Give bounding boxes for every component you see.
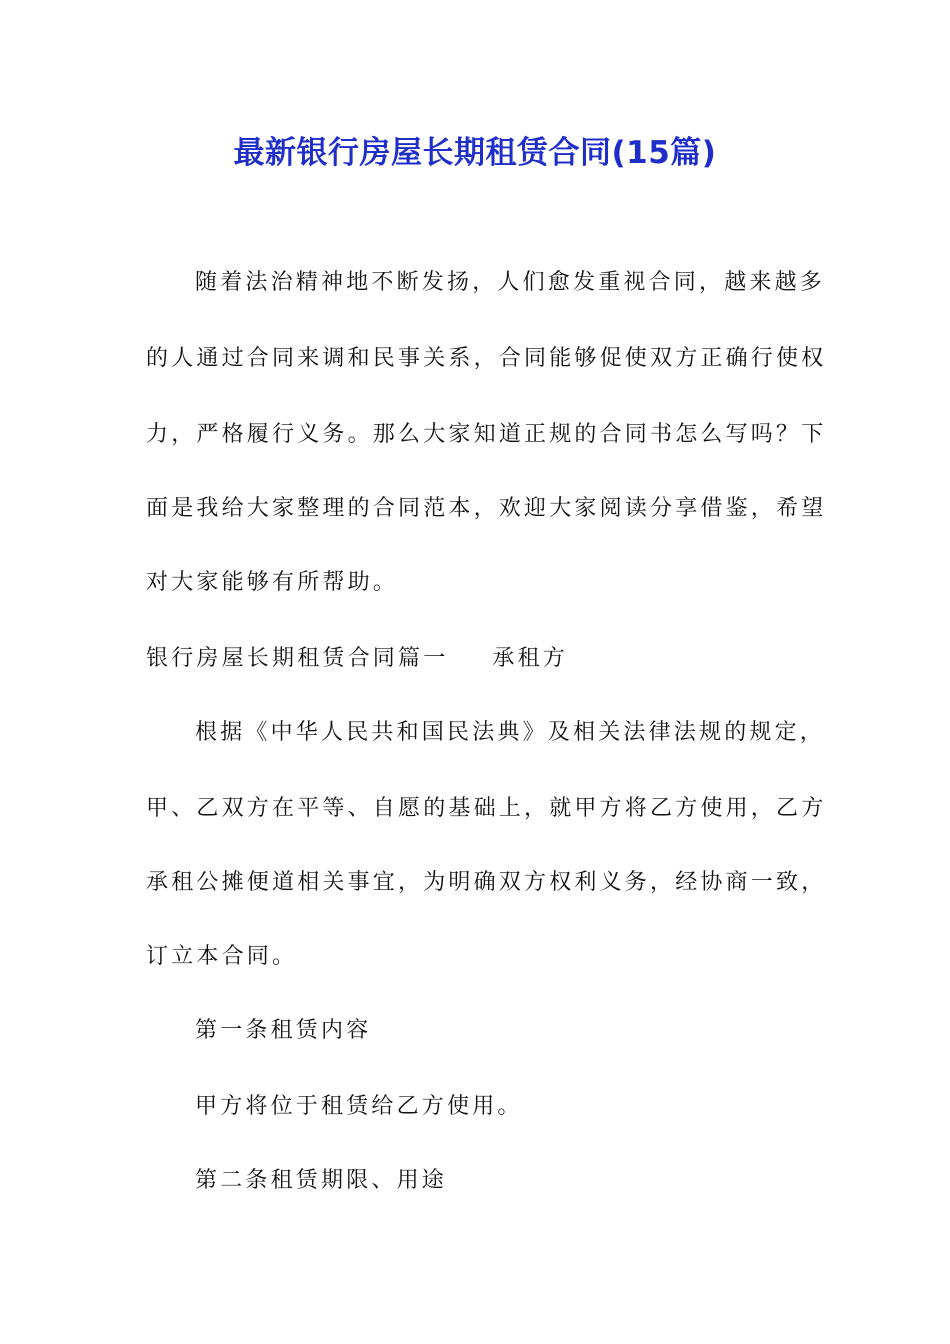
clause-line: 甲方将位于租赁给乙方使用。 bbox=[195, 1094, 523, 1119]
preamble-line: 承租公摊便道相关事宜，为明确双方权利义务，经协商一致， bbox=[146, 870, 827, 895]
section-heading-party: 承租方 bbox=[492, 646, 569, 671]
preamble-line: 订立本合同。 bbox=[146, 944, 298, 969]
clause-line: 第一条租赁内容 bbox=[195, 1018, 372, 1043]
intro-line: 随着法治精神地不断发扬，人们愈发重视合同，越来越多 bbox=[195, 270, 826, 295]
preamble-line: 甲、乙双方在平等、自愿的基础上，就甲方将乙方使用，乙方 bbox=[146, 796, 827, 821]
intro-line: 力，严格履行义务。那么大家知道正规的合同书怎么写吗？下 bbox=[146, 422, 827, 447]
section-heading bbox=[146, 644, 568, 674]
intro-line: 面是我给大家整理的合同范本，欢迎大家阅读分享借鉴，希望 bbox=[146, 496, 827, 521]
clause-line: 第二条租赁期限、用途 bbox=[195, 1168, 448, 1193]
preamble-line: 根据《中华人民共和国民法典》及相关法律法规的规定， bbox=[195, 720, 826, 745]
document-title: 最新银行房屋长期租赁合同(15篇) bbox=[233, 135, 717, 171]
intro-line: 的人通过合同来调和民事关系，合同能够促使双方正确行使权 bbox=[146, 346, 827, 371]
intro-line: 对大家能够有所帮助。 bbox=[146, 570, 399, 595]
section-heading-title: 银行房屋长期租赁合同篇一 bbox=[146, 646, 449, 671]
